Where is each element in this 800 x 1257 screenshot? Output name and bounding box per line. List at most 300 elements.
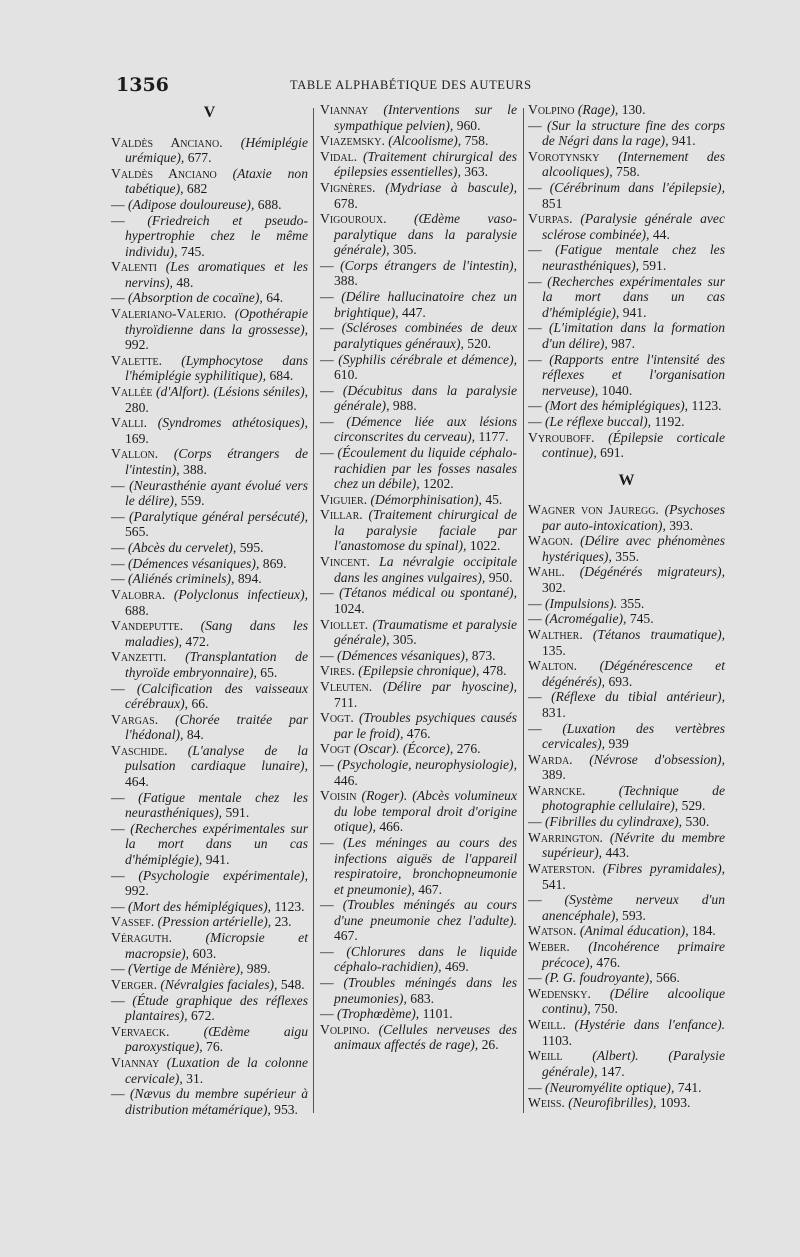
index-entry [528,352,725,399]
column-rule [313,108,314,1113]
author-name: Vorotynsky [528,148,600,164]
entry-title: (Mort des hémiplégiques), [545,398,689,414]
entry-title: (Psychologie expérimentale), [138,867,308,883]
entry-title: (Troubles méningés au cours d'une pneumonie chez l'adulte). [334,897,518,928]
page-reference: 305. [392,242,417,258]
index-entry [528,892,725,923]
index-entry [111,649,308,680]
author-name: — [528,689,542,705]
page-reference: 280. [125,399,149,415]
author-name: — [528,970,542,986]
page-reference: 184. [692,923,716,939]
index-entry [111,930,308,961]
entry-title: (Transplantation de thyroïde embryonnaire), [125,649,308,680]
entry-title: (Névrite du membre supérieur), [542,829,725,861]
index-entry [111,213,308,260]
index-entry [528,861,725,892]
page-reference: 476. [596,954,621,970]
entry-title: (Psychologie, neurophysiologie), [337,757,517,773]
page-reference: 64. [266,290,284,306]
index-entry [528,1017,725,1048]
page-reference: 688. [125,602,149,618]
column-rule [523,108,524,1113]
author-name: — [320,382,334,398]
author-name: Viguier. [320,491,368,507]
index-entry [320,757,517,788]
index-entry [528,986,725,1017]
entry-title: (L'imitation dans la formation d'un délire), [542,320,725,351]
entry-title: (Friedreich et pseudo-hypertrophie chez le même individu), [125,212,308,259]
page-reference: 530. [685,814,710,830]
author-name: — [320,943,334,959]
author-name: — [111,961,125,977]
entry-title: (Syndromes athétosiques), [157,415,308,431]
entry-title: (Les aromatiques et les nervins), [125,259,308,290]
page-reference: 443. [605,845,630,861]
entry-title: (Hémiplégie urémique), [125,134,308,165]
author-name: Wedensky. [528,985,591,1001]
running-title: TABLE ALPHABÉTIQUE DES AUTEURS [290,78,532,92]
entry-title: (Micropsie et macropsie), [125,930,308,961]
index-entry [528,1080,725,1096]
index-entry [528,721,725,752]
index-entry [111,166,308,197]
author-name: — [111,555,125,571]
page-reference: 750. [594,1001,618,1017]
entry-title: (Albert). (Paralysie générale), [542,1048,725,1079]
entry-title: (Internement des alcooliques), [542,148,725,180]
author-name: Valeriano-Valerio. [111,306,227,322]
index-entry [528,564,725,595]
index-entry [111,509,308,540]
author-name: — [528,242,542,258]
index-entry [111,571,308,587]
author-name: — [320,320,334,336]
entry-title: (Système nerveux d'un anencéphale), [542,892,726,923]
index-entry [320,679,517,710]
page-reference: 950. [488,569,513,585]
author-name: — [320,351,334,367]
page-reference: 987. [611,335,636,351]
index-entry [111,618,308,649]
author-name: Valdès Anciano. [111,134,223,150]
entry-title: (Le réflexe buccal), [545,413,652,429]
index-entry [111,197,308,213]
page-reference: 682 [186,181,208,197]
index-entry [111,868,308,899]
page-reference: 447. [401,304,426,320]
author-name: Weiss. [528,1095,565,1111]
index-entry [320,211,517,258]
entry-title: (Polyclonus infectieux), [173,587,308,602]
entry-title: (Impulsions). [545,595,618,611]
page-reference: 276. [456,741,481,757]
entry-title: (Cérébrinum dans l'épilepsie), [549,180,725,196]
index-entry [320,663,517,679]
page-reference: 894. [237,571,262,587]
page-reference: 389. [542,767,566,783]
index-entry [111,478,308,509]
author-name: — [111,571,125,587]
entry-title: (Décubitus dans la paralysie générale), [334,382,517,414]
entry-title: (Délire hallucinatoire chez un brightique), [334,289,517,320]
index-entry [528,211,725,242]
entry-title: (Œdème vaso-paralytique dans la paralysie générale), [334,211,517,258]
entry-title: (Corps étrangers de l'intestin), [125,446,308,477]
entry-title: (Rapports entre l'intensité des réflexes et l'organisation nerveuse), [542,351,725,398]
index-entry [528,596,725,612]
author-name: Wagner von Jauregg. [528,502,659,518]
index-entry [528,1095,725,1111]
page-reference: 464. [125,773,149,789]
entry-title: (Tétanos médical ou spontané), [339,585,517,601]
author-name: Vigouroux. [320,211,387,227]
index-entry [320,352,517,383]
index-entry [320,180,517,211]
entry-title: (Opothérapie thyroïdienne dans la grossesse), [125,306,308,337]
page-reference: 1177. [478,429,509,445]
page-reference: 873. [471,647,496,663]
entry-title: (Aliénés criminels), [128,571,235,587]
entry-title: (Syphilis cérébrale et démence), [338,351,517,367]
page-reference: 745. [629,611,654,627]
index-entry [111,1024,308,1055]
index-entry [320,102,517,133]
page-reference: 960. [456,117,481,133]
page-reference: 355. [620,595,645,611]
page-reference: 355. [615,548,640,564]
entry-title: (Animal éducation), [579,923,689,939]
page-reference: 26. [481,1037,499,1053]
index-entry [528,149,725,180]
page-reference: 688. [257,196,282,212]
author-name: — [111,1086,125,1102]
index-entry [320,492,517,508]
index-entry [320,149,517,180]
index-entry [320,585,517,616]
index-entry [528,430,725,461]
page-reference: 693. [608,673,633,689]
index-entry [111,914,308,930]
index-entry [111,446,308,477]
index-entry [528,1048,725,1079]
author-name: Verger. [111,976,157,992]
index-entry [320,414,517,445]
author-name: — [111,539,125,555]
entry-title: (Écoulement du liquide céphalo-rachidien par les fosses nasales chez un débile), [334,445,517,492]
author-name: Vassef. [111,914,155,930]
index-column-1 [111,102,308,1117]
entry-title: (Traumatisme et paralysie générale), [334,616,517,647]
page-reference: 1192. [654,413,685,429]
page-reference: 135. [542,642,566,658]
index-entry [320,554,517,585]
page-reference: 66. [191,696,209,712]
author-name: Viollet. [320,616,369,632]
author-name: Warda. [528,751,573,767]
index-entry [111,961,308,977]
index-entry [320,320,517,351]
page-reference: 1101. [422,1006,453,1022]
author-name: Véraguth. [111,930,172,946]
entry-title: (Chorée traitée par l'hédonal), [125,711,308,743]
entry-title: (Vertige de Ménière), [128,961,244,977]
page-reference: 1123. [274,898,305,914]
page-reference: 130. [621,102,646,117]
author-name: Warrington. [528,829,603,845]
author-name: — [320,647,334,663]
entry-title: (Dégénérés migrateurs), [579,564,725,580]
index-entry [320,445,517,492]
author-name: Walther. [528,627,583,642]
author-name: — [320,975,334,991]
page-reference: 595. [239,539,264,555]
entry-title: (Neuromyélite optique), [545,1079,675,1095]
page-reference: 559. [180,493,205,509]
author-name: Volpino [528,102,575,117]
entry-title: (Chlorures dans le liquide céphalo-rachidien), [334,943,517,975]
entry-title: (Délire par hyoscine), [382,679,517,695]
author-name: Wahl. [528,564,565,580]
entry-title: (Tétanos traumatique), [592,627,725,642]
page-reference: 446. [334,772,358,788]
entry-title: (Fibres pyramidales), [602,861,725,876]
author-name: Valenti [111,259,157,275]
entry-title: (Troubles méningés dans les pneumonies), [334,975,517,1006]
index-entry [528,398,725,414]
author-name: — [528,814,542,830]
page-reference: 467. [418,881,442,897]
entry-title: (Alcoolisme), [388,133,462,149]
author-name: — [320,1006,334,1022]
page-reference: 939 [608,736,629,752]
page-reference: 758. [616,164,640,180]
author-name: — [320,757,334,773]
page-reference: 953. [274,1101,298,1117]
author-name: Volpino. [320,1021,370,1037]
author-name: — [320,413,334,429]
author-name: — [320,835,334,850]
page-reference: 1202. [423,476,454,492]
author-name: — [528,320,542,336]
author-name: — [528,351,542,367]
entry-title: (Paralytique général persécuté), [128,508,308,524]
author-name: Walton. [528,658,578,674]
author-name: — [111,867,125,883]
author-name: — [320,585,334,601]
section-letter: V [203,104,216,121]
index-entry [111,353,308,384]
author-name: Valobra. [111,587,166,602]
entry-title: (Fibrilles du cylindraxe), [545,814,683,830]
page-reference: 541. [542,876,566,892]
page-reference: 48. [176,274,194,290]
author-name: Watson. [528,923,577,939]
entry-title: (Recherches expérimentales sur la mort dans un cas d'hémiplégie), [542,273,725,320]
entry-title: (Psychoses par auto-intoxication), [542,502,725,533]
index-entry [528,658,725,689]
index-entry [320,1006,517,1022]
page-reference: 23. [274,914,292,930]
entry-title: (Mort des hémiplégiques), [128,898,272,914]
page-reference: 169. [125,430,149,446]
page-reference: 1103. [542,1032,573,1048]
page-reference: 388. [334,273,358,289]
entry-title: (Rage), [577,102,619,117]
author-name: — [111,508,125,524]
index-entry [528,830,725,861]
author-name: Villar. [320,507,363,523]
author-name: Warncke. [528,782,586,798]
entry-title: (Démences vésaniques), [128,555,260,571]
entry-title: (Délire alcoolique continu), [542,985,725,1017]
author-name: — [528,892,542,908]
author-name: — [528,595,542,611]
page-reference: 610. [334,367,358,382]
page-reference: 831. [542,704,566,720]
index-entry [111,587,308,618]
entry-title: (Traitement chirurgical des épilepsies essentielles), [334,148,517,180]
entry-title: (Nævus du membre supérieur à distribution métamérique), [125,1086,308,1117]
author-name: — [111,290,125,306]
entry-title: (Fatigue mentale chez les neurasthéniques), [125,789,308,821]
entry-title: (Incohérence primaire précoce), [542,939,725,970]
author-name: Wagon. [528,533,574,549]
entry-title: (Délire avec phénomènes hystériques), [542,533,725,564]
page-reference: 691. [600,445,624,461]
page-reference: 84. [186,727,204,743]
index-entry [320,741,517,757]
author-name: Vincent. [320,554,370,570]
page-reference: 741. [677,1079,702,1095]
author-name: — [528,611,542,627]
index-entry [111,384,308,415]
entry-title: (Névrose d'obsession), [589,751,725,767]
page-reference: 593. [622,907,646,923]
index-entry [111,993,308,1024]
page-reference: 1022. [469,538,501,554]
entry-title: (Roger). (Abcès volumineux du lobe temporal droit d'origine otique), [334,788,517,835]
index-entry [111,290,308,306]
entry-title: (Sur la structure fine des corps de Négri dans la rage), [542,117,725,149]
page-reference: 147. [600,1063,625,1079]
index-entry [528,118,725,149]
author-name: — [320,897,334,913]
entry-title: (Œdème aigu paroxystique), [125,1023,308,1055]
entry-title: (Névralgies faciales), [160,976,278,992]
page-reference: 393. [669,517,694,533]
index-entry [528,320,725,351]
index-entry [111,977,308,993]
author-name: Vandeputte. [111,618,184,634]
index-entry [111,1086,308,1117]
index-entry [111,540,308,556]
entry-title: (P. G. foudroyante), [545,970,653,986]
page-reference: 989. [246,961,271,977]
page-reference: 941. [671,133,696,149]
entry-title: (Démence liée aux lésions circonscrites du cerveau), [334,413,517,445]
entry-title: (Corps étrangers de l'intestin), [340,257,517,273]
author-name: — [111,992,125,1008]
author-name: Vidal. [320,148,358,164]
page-reference: 472. [185,633,210,649]
author-name: — [111,212,125,228]
page-reference: 45. [485,491,503,507]
entry-title: (Les méninges au cours des infections aiguës de l'appareil respiratoire, bronchopneumonie et pneumonie), [334,835,517,897]
author-name: Vires. [320,663,355,679]
index-entry [528,923,725,939]
page-reference: 851 [542,195,563,211]
entry-title: (Epilepsie chronique), [358,663,480,679]
author-name: Vargas. [111,711,159,727]
entry-title: (Troubles psychiques causés par le froid), [334,710,518,741]
author-name: Vogt [320,741,351,757]
author-name: Vanzetti. [111,649,167,665]
index-entry [320,133,517,149]
author-name: — [528,398,542,414]
page-reference: 478. [482,663,507,679]
entry-title: (Démences vésaniques), [337,647,469,663]
page-reference: 1024. [334,600,365,616]
index-entry [111,415,308,446]
author-name: — [528,413,542,429]
entry-title: (Réflexe du tibial antérieur), [551,689,725,705]
entry-title: (Neurofibrilles), [568,1095,657,1111]
index-entry [528,180,725,211]
page-reference: 603. [192,945,217,961]
page-reference: 869. [262,555,287,571]
page-reference: 711. [334,694,358,710]
entry-title: (Absorption de cocaïne), [128,290,263,306]
entry-title: (Cellules nerveuses des animaux affectés de rage), [334,1021,517,1053]
index-entry [528,752,725,783]
index-entry [528,533,725,564]
author-name: Valli. [111,415,147,431]
entry-title: (Adipose douloureuse), [128,196,255,212]
author-name: — [320,257,334,273]
page-reference: 941. [205,851,230,867]
index-entry [320,944,517,975]
author-name: Valette. [111,352,162,368]
entry-title: (Étude graphique des réflexes plantaires), [125,992,309,1024]
author-name: — [528,117,542,133]
author-name: Vervaeck. [111,1023,170,1039]
entry-title: (Pression artérielle), [157,914,272,930]
author-name: Vogt. [320,710,354,726]
entry-title: La névralgie occipitale dans les angines vulgaires), [334,554,517,585]
entry-title: (Mydriase à bascule), [385,180,517,196]
author-name: Vleuten. [320,679,373,695]
index-entry [528,611,725,627]
author-name: Vallée [111,384,153,399]
index-entry [320,507,517,554]
index-entry [320,897,517,944]
page-reference: 466. [379,819,404,835]
page-header [0,74,800,98]
section-letter: W [618,471,635,489]
page-reference: 476. [406,725,431,741]
author-name: Waterston. [528,861,596,876]
entry-title: (Luxation des vertèbres cervicales), [542,720,725,752]
index-entry [111,259,308,290]
index-entry [320,648,517,664]
entry-title: (Technique de photographie cellulaire), [542,782,725,814]
page-number: 1356 [116,74,169,96]
entry-title: (Hystérie dans l'enfance). [574,1017,725,1033]
index-entry [320,710,517,741]
page-reference: 388. [183,461,207,477]
entry-title: (Paralysie générale avec sclérose combinée), [542,211,725,242]
